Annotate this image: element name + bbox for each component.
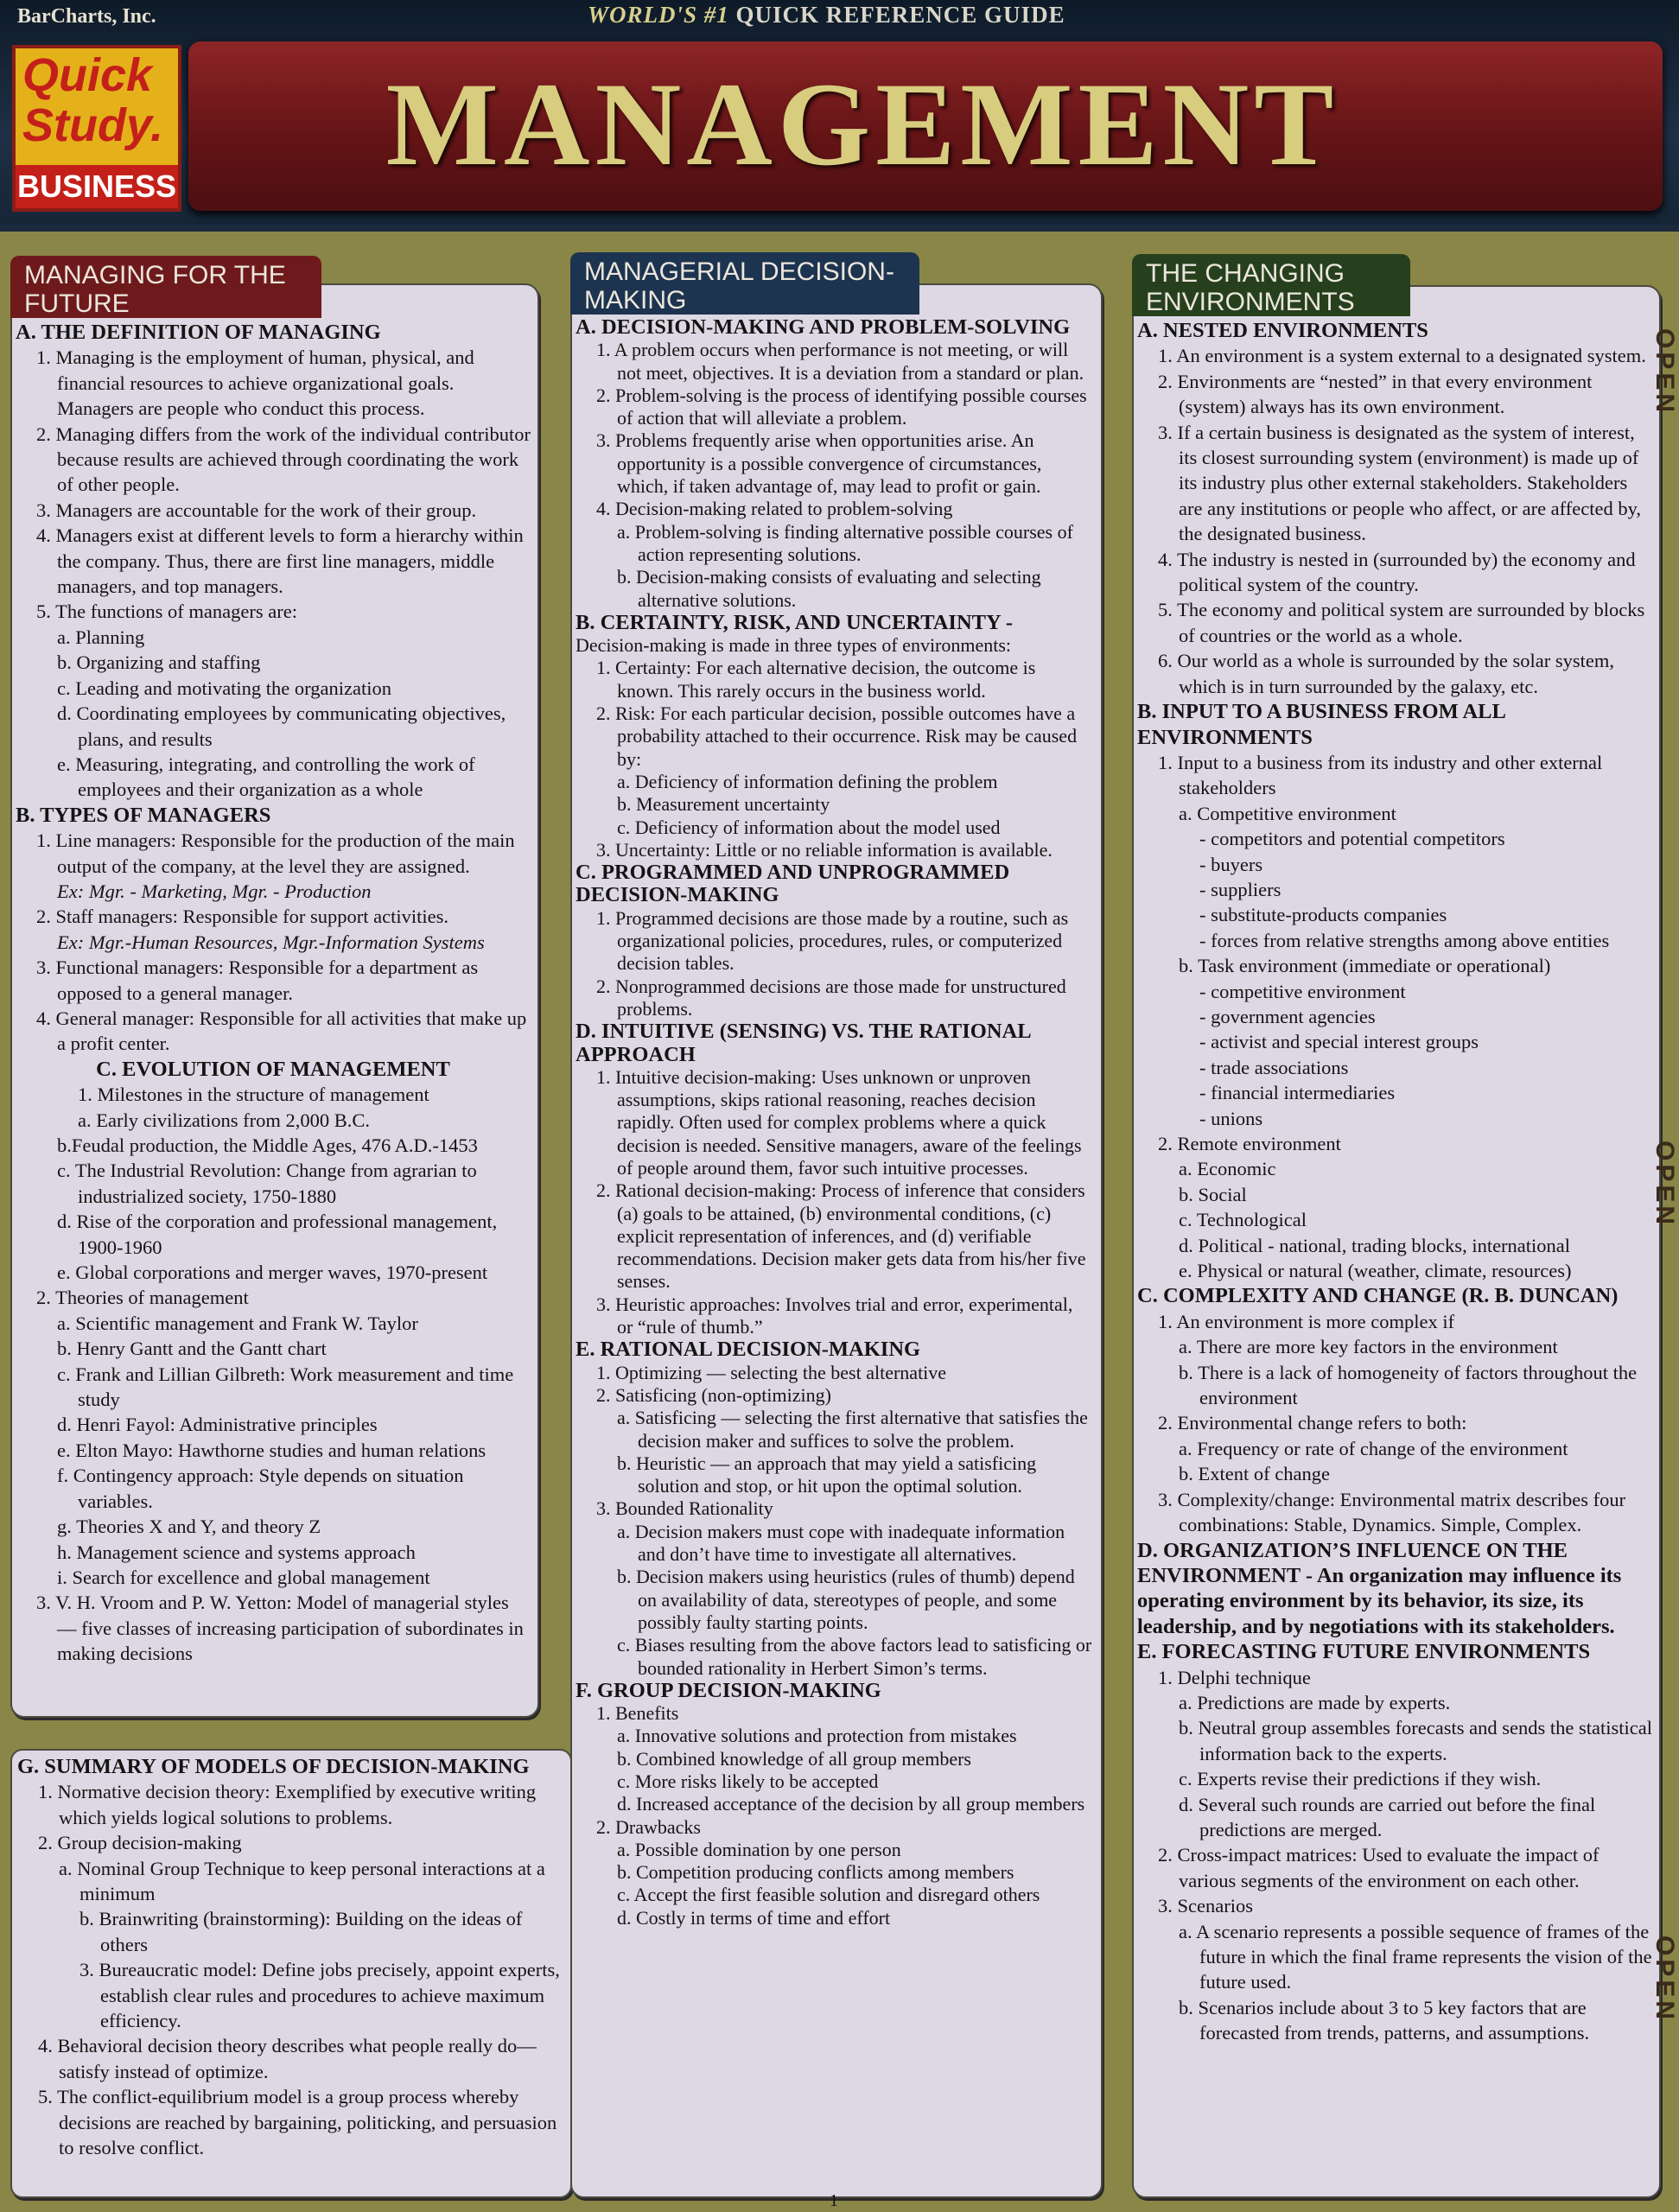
list-item: 1. An environment is a system external to a designated system. (1158, 345, 1646, 367)
section-heading: D. ORGANIZATION’S INFLUENCE ON THE ENVIRONMENT - An organization may influence its operating environment by its behavior, its size, its leadership, and by negotiations with its stakeholders. (1137, 1538, 1622, 1638)
list-item: 3. Bounded Rationality (596, 1497, 773, 1520)
list-item: e. Measuring, integrating, and controlling the work of employees and their organization as a whole (57, 753, 475, 801)
list-item: 2. Theories of management (36, 1287, 249, 1309)
list-item: 2. Managing differs from the work of the individual contributor because results are achieved through coordinating the work of other people. (36, 423, 531, 496)
list-item: 1. Delphi technique (1158, 1666, 1311, 1688)
list-item: a. Predictions are made by experts. (1179, 1691, 1451, 1713)
list-item: 2. Problem-solving is the process of identifying possible courses of action that will alleviate a problem. (596, 384, 1087, 429)
list-item: 5. The economy and political system are surrounded by blocks of countries or the world as a whole. (1158, 599, 1645, 646)
list-item: 1. An environment is more complex if (1158, 1310, 1455, 1332)
list-item: b. Brainwriting (brainstorming): Building on the ideas of others (79, 1908, 523, 1955)
list-item: b. There is a lack of homogeneity of factors throughout the environment (1179, 1361, 1638, 1409)
list-item: 1. Optimizing — selecting the best alternative (596, 1361, 947, 1383)
list-item: 3. Heuristic approaches: Involves trial and error, experimental, or “rule of thumb.” (596, 1293, 1073, 1338)
section-heading: E. RATIONAL DECISION-MAKING (576, 1338, 921, 1362)
list-item: a. Decision makers must cope with inadequate information and don’t have time to investigate all alternatives. (617, 1520, 1065, 1566)
list-item: - suppliers (1199, 878, 1282, 900)
list-item: 3. Problems frequently arise when opportunities arise. An opportunity is a possible convergence of circumstances, which, if taken advantage of, may lead to profit or gain. (596, 429, 1042, 498)
page-number: 1 (830, 2191, 838, 2210)
section-heading: C. COMPLEXITY AND CHANGE (R. B. DUNCAN) (1137, 1284, 1619, 1308)
list-item: 2. Environments are “nested” in that every environment (system) always has its own environment. (1158, 370, 1593, 418)
section-heading: A. DECISION-MAKING AND PROBLEM-SOLVING (576, 315, 1071, 339)
list-item: 1. Managing is the employment of human, physical, and financial resources to achieve organizational goals. Managers are people who conduct this process. (36, 346, 474, 420)
side-label-open-2: OPEN (1650, 1141, 1679, 1229)
list-item: b. Henry Gantt and the Gantt chart (57, 1338, 327, 1360)
list-item: a. Deficiency of information defining the problem (617, 770, 998, 792)
tagline (588, 2, 1065, 29)
page-title: MANAGEMENT (385, 58, 1339, 190)
tagline-rest: QUICK REFERENCE GUIDE (735, 2, 1065, 28)
list-item: 3. V. H. Vroom and P. W. Yetton: Model of managerial styles — five classes of increasing participation of subordinates in making decisions (36, 1592, 524, 1665)
list-item: i. Search for excellence and global management (57, 1566, 430, 1588)
list-item: 1. Input to a business from its industry and other external stakeholders (1158, 751, 1603, 799)
list-item: d. Coordinating employees by communicating objectives, plans, and results (57, 702, 506, 750)
section-heading: B. TYPES OF MANAGERS (16, 803, 271, 827)
list-item: c. More risks likely to be accepted (617, 1770, 879, 1792)
list-item: - forces from relative strengths among above entities (1199, 929, 1610, 951)
list-item: a. Innovative solutions and protection from mistakes (617, 1725, 1017, 1747)
list-item: c. Biases resulting from the above factors lead to satisficing or bounded rationality in Herbert Simon’s terms. (617, 1634, 1092, 1679)
list-item: b. Organizing and staffing (57, 652, 261, 674)
list-item: 2. Cross-impact matrices: Used to evaluate the impact of various segments of the environment on each other. (1158, 1844, 1600, 1891)
quickstudy-logo (12, 45, 181, 212)
list-item: a. Economic (1179, 1158, 1276, 1180)
list-item: b. Heuristic — an approach that may yield a satisficing solution and stop, or hit upon the optimal solution. (617, 1452, 1037, 1497)
list-item: d. Henri Fayol: Administrative principles (57, 1414, 378, 1436)
section-tab-decision-making: MANAGERIAL DECISION-MAKING (570, 252, 919, 315)
list-item: 1. Benefits (596, 1702, 679, 1725)
list-item: 5. The conflict-equilibrium model is a group process whereby decisions are reached by bargaining, politicking, and persuasion to resolve conflict. (38, 2086, 557, 2159)
logo-line-2: Study. (22, 99, 164, 151)
list-item: - competitors and potential competitors (1199, 828, 1505, 850)
list-item: 2. Nonprogrammed decisions are those made for unstructured problems. (596, 975, 1066, 1020)
list-item: 1. Milestones in the structure of management (78, 1084, 429, 1106)
section-heading: G. SUMMARY OF MODELS OF DECISION-MAKING (17, 1755, 530, 1778)
list-item: b. Combined knowledge of all group members (617, 1747, 971, 1770)
list-item: d. Increased acceptance of the decision by all group members (617, 1793, 1085, 1815)
list-item: b. Decision-making consists of evaluating and selecting alternative solutions. (617, 566, 1041, 611)
list-item: a. Planning (57, 626, 145, 648)
list-item: a. Early civilizations from 2,000 B.C. (78, 1109, 371, 1131)
list-item: - buyers (1199, 853, 1263, 875)
section-body-summary-models (17, 1754, 560, 2161)
list-item: 3. If a certain business is designated as the system of interest, its closest surrounding system (environment) is made up of its industry plus other external stakeholders. Stakeholders are any institutions or people who affect, or are affected by, the designated business. (1158, 421, 1642, 545)
list-item: c. Frank and Lillian Gilbreth: Work measurement and time study (57, 1363, 514, 1411)
list-item: b. Extent of change (1179, 1463, 1330, 1485)
list-item: b. Task environment (immediate or operational) (1179, 955, 1551, 977)
list-item: e. Elton Mayo: Hawthorne studies and human relations (57, 1439, 487, 1461)
list-item: a. Frequency or rate of change of the environment (1179, 1437, 1568, 1459)
list-item: 2. Environmental change refers to both: (1158, 1412, 1467, 1434)
section-tab-managing-future: MANAGING FOR THE FUTURE (10, 256, 321, 318)
list-item: a. Competitive environment (1179, 802, 1396, 824)
list-item: Ex: Mgr. - Marketing, Mgr. - Production (57, 880, 372, 902)
list-item: 1. A problem occurs when performance is not meeting, or will not meet, objectives. It is a deviation from a standard or plan. (596, 339, 1084, 384)
list-item: c. Deficiency of information about the model used (617, 816, 1001, 838)
list-item: e. Global corporations and merger waves, 1970-present (57, 1262, 488, 1284)
list-item: b.Feudal production, the Middle Ages, 476 A.D.-1453 (57, 1135, 478, 1156)
list-item: c. Accept the first feasible solution and disregard others (617, 1884, 1040, 1906)
list-item: 1. Certainty: For each alternative decision, the outcome is known. This rarely occurs in the business world. (596, 657, 1036, 702)
list-item: 3. Functional managers: Responsible for a department as opposed to a general manager. (36, 957, 479, 1004)
list-item: - substitute-products companies (1199, 904, 1447, 926)
list-item: 2. Risk: For each particular decision, possible outcomes have a probability attached to their occurrence. Risk may be caused by: (596, 702, 1078, 770)
list-item: 1. Line managers: Responsible for the production of the main output of the company, at the level they are assigned. (36, 830, 515, 877)
section-heading: A. THE DEFINITION OF MANAGING (16, 321, 381, 344)
list-item: 2. Drawbacks (596, 1815, 701, 1838)
list-item: 2. Rational decision-making: Process of inference that considers (a) goals to be attained, (b) environmental conditions, (c) explicit representation of inferences, and (d) verifiable recommendations. Decision maker gets data from his/her five senses. (596, 1179, 1086, 1293)
list-item: 2. Satisficing (non-optimizing) (596, 1383, 831, 1406)
logo-line-1: Quick (22, 49, 153, 101)
logo-line-3: BUSINESS (16, 165, 178, 208)
list-item: 6. Our world as a whole is surrounded by the solar system, which is in turn surrounded by the galaxy, etc. (1158, 650, 1615, 697)
list-item: b. Social (1179, 1183, 1247, 1205)
list-item: a. Problem-solving is finding alternative possible courses of action representing solutions. (617, 520, 1073, 565)
list-item: 4. Managers exist at different levels to form a hierarchy within the company. Thus, there are first line managers, middle managers, and top managers. (36, 524, 524, 598)
section-heading: E. FORECASTING FUTURE ENVIRONMENTS (1137, 1640, 1591, 1664)
section-body-changing-environments (1137, 318, 1652, 2046)
list-item: 1. Programmed decisions are those made by a routine, such as organizational policies, procedures, rules, or computerized decision tables. (596, 906, 1069, 975)
list-item: c. Experts revise their predictions if they wish. (1179, 1768, 1542, 1790)
list-item: b. Decision makers using heuristics (rules of thumb) depend on availability of data, stereotypes of people, and some possibly faulty starting points. (617, 1566, 1075, 1633)
section-heading: D. INTUITIVE (SENSING) VS. THE RATIONAL APPROACH (576, 1020, 1031, 1066)
list-item: d. Rise of the corporation and professional management, 1900-1960 (57, 1211, 498, 1258)
list-item: a. Scientific management and Frank W. Taylor (57, 1312, 418, 1334)
side-label-open-1: OPEN (1650, 328, 1679, 416)
list-item: - activist and special interest groups (1199, 1031, 1479, 1053)
list-item: - competitive environment (1199, 980, 1406, 1002)
section-heading: C. PROGRAMMED AND UNPROGRAMMED DECISION-MAKING (576, 861, 1010, 907)
list-item: d. Several such rounds are carried out before the final predictions are merged. (1179, 1793, 1596, 1840)
list-item: f. Contingency approach: Style depends on situation variables. (57, 1465, 464, 1512)
section-tab-changing-environments: THE CHANGING ENVIRONMENTS (1132, 254, 1410, 316)
list-item: b. Neutral group assembles forecasts and sends the statistical information back to the experts. (1179, 1717, 1652, 1764)
section-heading: C. EVOLUTION OF MANAGEMENT (96, 1057, 450, 1081)
list-item: 2. Staff managers: Responsible for support activities. (36, 906, 448, 928)
tagline-lead: WORLD'S #1 (588, 2, 729, 28)
list-item: 1. Intuitive decision-making: Uses unknown or unproven assumptions, skips rational reasoning, reaches decision rapidly. Often used for complex problems where a quick decision is needed. Sensitive managers, aware of the feelings of people around them, favor such intuitive processes. (596, 1065, 1082, 1179)
list-item: 3. Managers are accountable for the work of their group. (36, 499, 477, 521)
list-item: 2. Remote environment (1158, 1133, 1341, 1154)
list-item: 4. General manager: Responsible for all activities that make up a profit center. (36, 1007, 527, 1055)
list-item: 3. Complexity/change: Environmental matrix describes four combinations: Stable, Dynamics. Simple, Complex. (1158, 1488, 1626, 1536)
list-item: 4. Decision-making related to problem-solving (596, 498, 953, 520)
list-item: 2. Group decision-making (38, 1832, 242, 1854)
list-item: 3. Scenarios (1158, 1895, 1253, 1917)
section-heading: A. NESTED ENVIRONMENTS (1137, 319, 1428, 342)
list-item: - unions (1199, 1107, 1263, 1129)
list-item: 5. The functions of managers are: (36, 601, 297, 623)
list-item: h. Management science and systems approach (57, 1541, 416, 1563)
section-heading: B. CERTAINTY, RISK, AND UNCERTAINTY - (576, 610, 1014, 634)
side-label-open-3: OPEN (1650, 1936, 1679, 2024)
list-item: b. Competition producing conflicts among members (617, 1861, 1014, 1884)
list-item: a. There are more key factors in the environment (1179, 1336, 1558, 1358)
list-item: a. A scenario represents a possible sequence of frames of the future in which the final frame represents the vision of the future used. (1179, 1920, 1652, 1993)
list-item: b. Scenarios include about 3 to 5 key factors that are forecasted from trends, patterns, and assumptions. (1179, 1996, 1590, 2044)
list-item: 3. Bureaucratic model: Define jobs precisely, appoint experts, establish clear rules and procedures to achieve maximum efficiency. (79, 1959, 560, 2032)
list-item: 4. Behavioral decision theory describes what people really do—satisfy instead of optimize. (38, 2035, 537, 2082)
publisher-name: BarCharts, Inc. (17, 5, 156, 28)
section-heading: F. GROUP DECISION-MAKING (576, 1678, 881, 1702)
list-item: 3. Uncertainty: Little or no reliable information is available. (596, 838, 1053, 861)
list-item: a. Satisficing — selecting the first alternative that satisfies the decision maker and suffices to solve the problem. (617, 1407, 1088, 1452)
list-item: c. Technological (1179, 1209, 1307, 1231)
list-item: 1. Normative decision theory: Exemplified by executive writing which yields logical solutions to problems. (38, 1781, 537, 1828)
section-body-managing-future (16, 320, 531, 1667)
list-item: c. Leading and motivating the organization (57, 677, 391, 699)
section-body-decision-making (576, 316, 1092, 1929)
list-item: b. Measurement uncertainty (617, 793, 830, 816)
list-item: - financial intermediaries (1199, 1082, 1396, 1104)
list-item: g. Theories X and Y, and theory Z (57, 1516, 321, 1538)
list-item: Ex: Mgr.-Human Resources, Mgr.-Information Systems (57, 931, 485, 953)
list-item: c. The Industrial Revolution: Change from agrarian to industrialized society, 1750-1880 (57, 1160, 477, 1207)
list-item: - government agencies (1199, 1005, 1376, 1027)
list-item: e. Physical or natural (weather, climate, resources) (1179, 1260, 1572, 1282)
list-item: d. Costly in terms of time and effort (617, 1906, 891, 1929)
list-item: - trade associations (1199, 1056, 1349, 1078)
list-item: a. Nominal Group Technique to keep personal interactions at a minimum (59, 1857, 545, 1905)
section-heading: B. INPUT TO A BUSINESS FROM ALL ENVIRONMENTS (1137, 700, 1505, 749)
list-item: Decision-making is made in three types of environments: (576, 634, 1012, 657)
list-item: 4. The industry is nested in (surrounded by) the economy and political system of the country. (1158, 548, 1636, 596)
list-item: a. Possible domination by one person (617, 1838, 901, 1860)
list-item: d. Political - national, trading blocks, international (1179, 1234, 1571, 1256)
